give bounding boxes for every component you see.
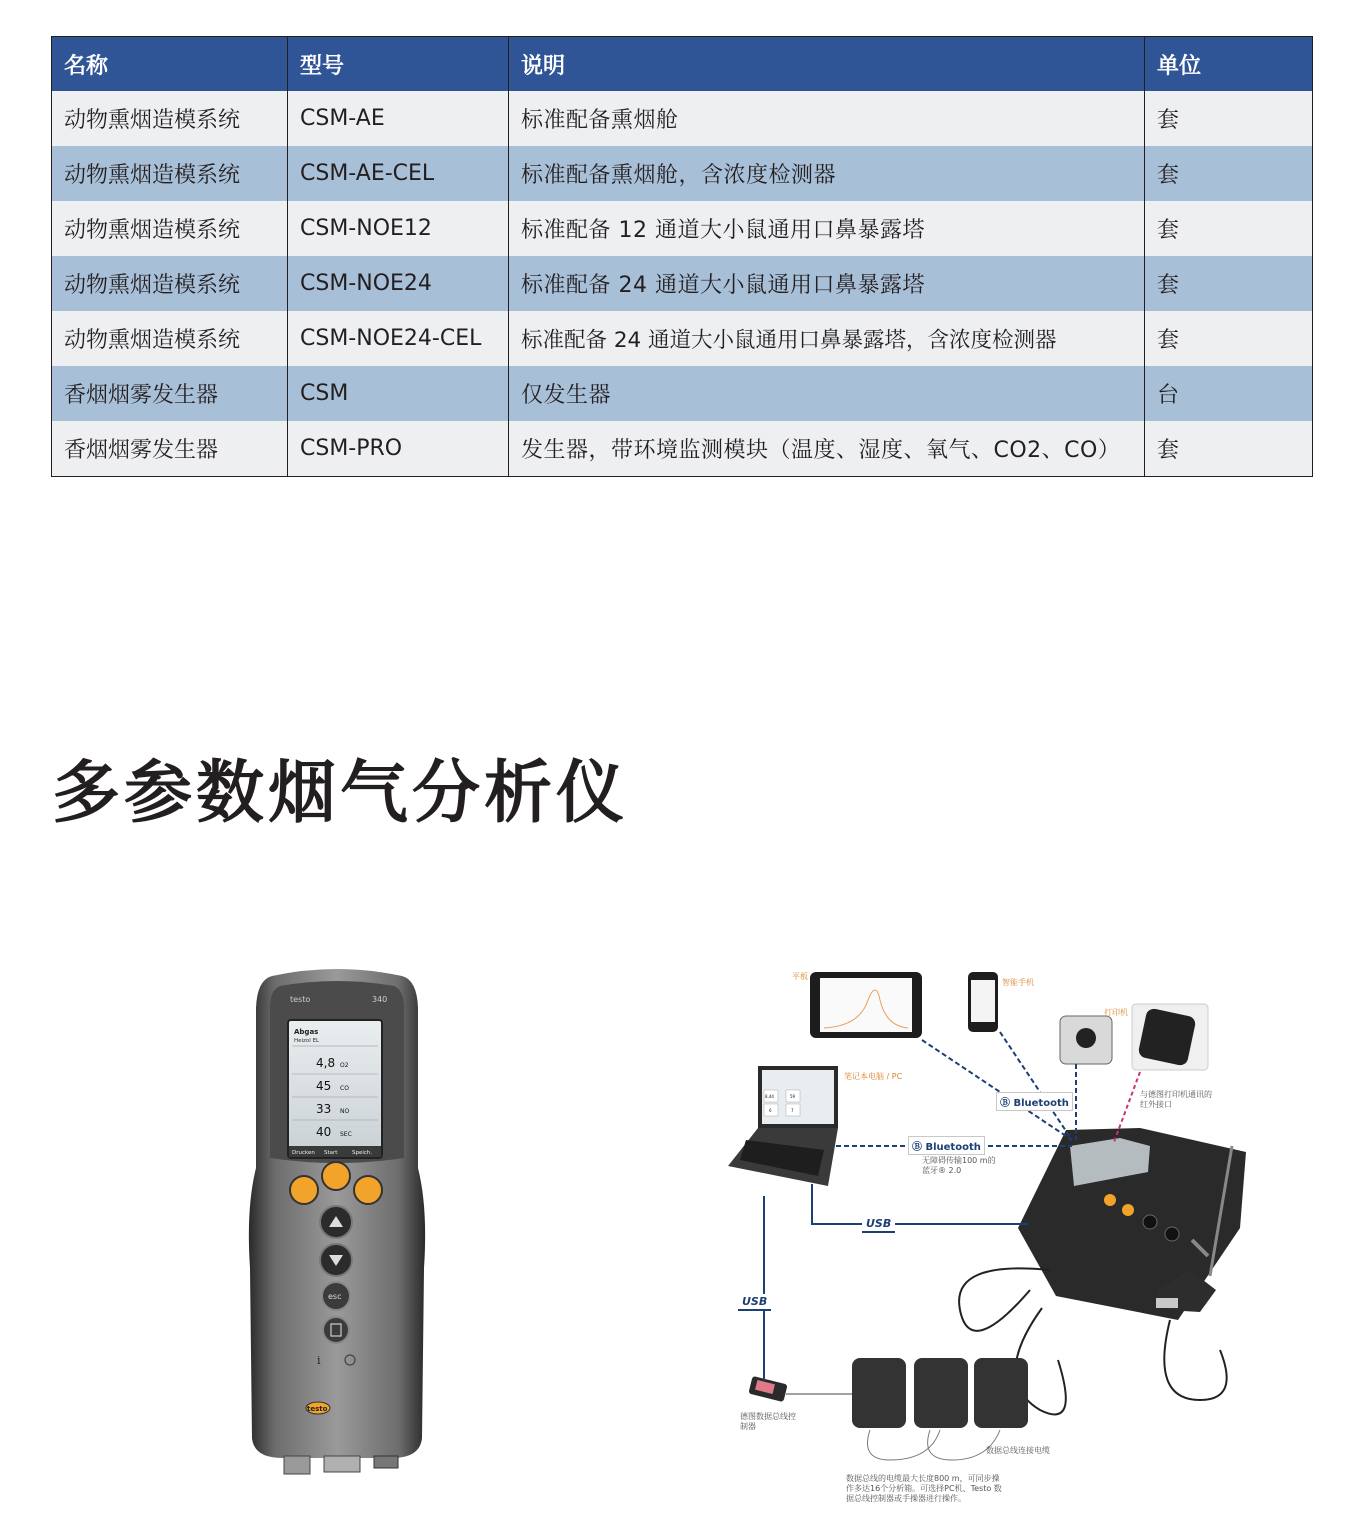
softkey-middle-button	[322, 1162, 350, 1190]
tablet-label: 平板	[792, 972, 808, 981]
connection-lines	[720, 960, 1260, 1520]
menu-button	[323, 1317, 349, 1343]
softkey-label: Start	[324, 1150, 338, 1156]
table-row	[52, 421, 1313, 476]
cell-unit: 套	[1145, 146, 1313, 201]
info-icon: i	[317, 1354, 321, 1367]
header-description: 说明	[509, 37, 1145, 92]
cell-name: 动物熏烟造模系统	[52, 256, 288, 311]
cell-name: 香烟烟雾发生器	[52, 366, 288, 421]
cell-model: CSM-PRO	[288, 421, 509, 476]
reading-value: 4,8	[316, 1056, 336, 1070]
laptop-reading: 6	[769, 1108, 772, 1113]
cell-model: CSM-NOE12	[288, 201, 509, 256]
bluetooth-logo-label: Bluetooth	[925, 1142, 981, 1153]
reading-value: 33	[316, 1102, 332, 1116]
analyzer-drawing	[232, 968, 442, 1478]
laptop-reading: 7	[791, 1108, 794, 1113]
product-table	[51, 36, 1313, 477]
cell-name: 香烟烟雾发生器	[52, 421, 288, 476]
cell-unit: 套	[1145, 201, 1313, 256]
screen-header-2: Heizol EL	[294, 1038, 320, 1044]
bus-controller-label: 德图数据总线控 制器	[740, 1412, 796, 1431]
reading-unit: O2	[340, 1062, 349, 1069]
table-row	[52, 91, 1313, 146]
reading-value: 45	[316, 1079, 332, 1093]
bus-box-image	[974, 1358, 1028, 1428]
table-row	[52, 201, 1313, 256]
usb-logo: USB	[862, 1216, 895, 1233]
table-row	[52, 256, 1313, 311]
cell-unit: 台	[1145, 366, 1313, 421]
cell-description: 仅发生器	[509, 366, 1145, 421]
softkey-right-button	[354, 1176, 382, 1204]
bluetooth-logo: Ⓑ Bluetooth	[996, 1092, 1073, 1111]
reading-unit: NO	[340, 1108, 350, 1115]
table-row	[52, 366, 1313, 421]
header-model: 型号	[288, 37, 509, 92]
bluetooth-logo-label: Bluetooth	[1013, 1098, 1069, 1109]
device-model-number: 340	[372, 995, 388, 1004]
printer-ir-label: 与德图打印机通讯的 红外接口	[1140, 1090, 1212, 1109]
connection-diagram	[720, 960, 1260, 1520]
softkey-label: Speich.	[352, 1150, 373, 1156]
cell-description: 标准配备熏烟舱	[509, 91, 1145, 146]
bluetooth-range-label: 无障碍传输100 m的 蓝牙® 2.0	[922, 1156, 996, 1175]
cell-name: 动物熏烟造模系统	[52, 146, 288, 201]
reading-unit: SEC	[340, 1131, 352, 1138]
reading-unit: CO	[340, 1085, 349, 1092]
cell-description: 标准配备 24 通道大小鼠通用口鼻暴露塔	[509, 256, 1145, 311]
cell-model: CSM-NOE24-CEL	[288, 311, 509, 366]
cell-name: 动物熏烟造模系统	[52, 311, 288, 366]
cell-description: 标准配备熏烟舱，含浓度检测器	[509, 146, 1145, 201]
bus-box-image	[852, 1358, 906, 1428]
cell-name: 动物熏烟造模系统	[52, 91, 288, 146]
cell-unit: 套	[1145, 421, 1313, 476]
cell-model: CSM	[288, 366, 509, 421]
bluetooth-logo: Ⓑ Bluetooth	[908, 1136, 985, 1155]
printer-label: 打印机	[1104, 1008, 1128, 1017]
device-brand-logo: testo	[307, 1405, 328, 1413]
cell-description: 标准配备 24 通道大小鼠通用口鼻暴露塔，含浓度检测器	[509, 311, 1145, 366]
bus-cable-label: 数据总线连接电缆	[986, 1446, 1050, 1455]
laptop-reading: 8,44	[765, 1094, 774, 1099]
cell-model: CSM-AE-CEL	[288, 146, 509, 201]
cell-unit: 套	[1145, 311, 1313, 366]
header-name: 名称	[52, 37, 288, 92]
cell-unit: 套	[1145, 91, 1313, 146]
cell-unit: 套	[1145, 256, 1313, 311]
phone-label: 智能手机	[1002, 978, 1034, 987]
flue-gas-analyzer-image	[232, 968, 442, 1478]
softkey-left-button	[290, 1176, 318, 1204]
softkey-label: Drucken	[292, 1150, 315, 1156]
laptop-label: 笔记本电脑 / PC	[844, 1072, 903, 1081]
section-title: 多参数烟气分析仪	[52, 754, 629, 833]
cell-model: CSM-NOE24	[288, 256, 509, 311]
cell-description: 标准配备 12 通道大小鼠通用口鼻暴露塔	[509, 201, 1145, 256]
bus-box-image	[914, 1358, 968, 1428]
bus-note: 数据总线的电缆最大长度800 m，可同步操 作多达16个分析箱。可选择PC机、Testo 数 据总线控制器或手操器进行操作。	[846, 1474, 1002, 1503]
table-row	[52, 311, 1313, 366]
esc-label: esc	[328, 1292, 342, 1301]
header-unit: 单位	[1145, 37, 1313, 92]
usb-logo: USB	[738, 1294, 771, 1311]
cell-description: 发生器，带环境监测模块（温度、湿度、氧气、CO2、CO）	[509, 421, 1145, 476]
reading-value: 40	[316, 1125, 332, 1139]
laptop-reading: 59	[790, 1094, 796, 1099]
cell-model: CSM-AE	[288, 91, 509, 146]
device-brand-top: testo	[290, 995, 311, 1004]
cell-name: 动物熏烟造模系统	[52, 201, 288, 256]
table-row	[52, 146, 1313, 201]
screen-header-1: Abgas	[294, 1028, 319, 1036]
table-header-row	[52, 37, 1313, 92]
